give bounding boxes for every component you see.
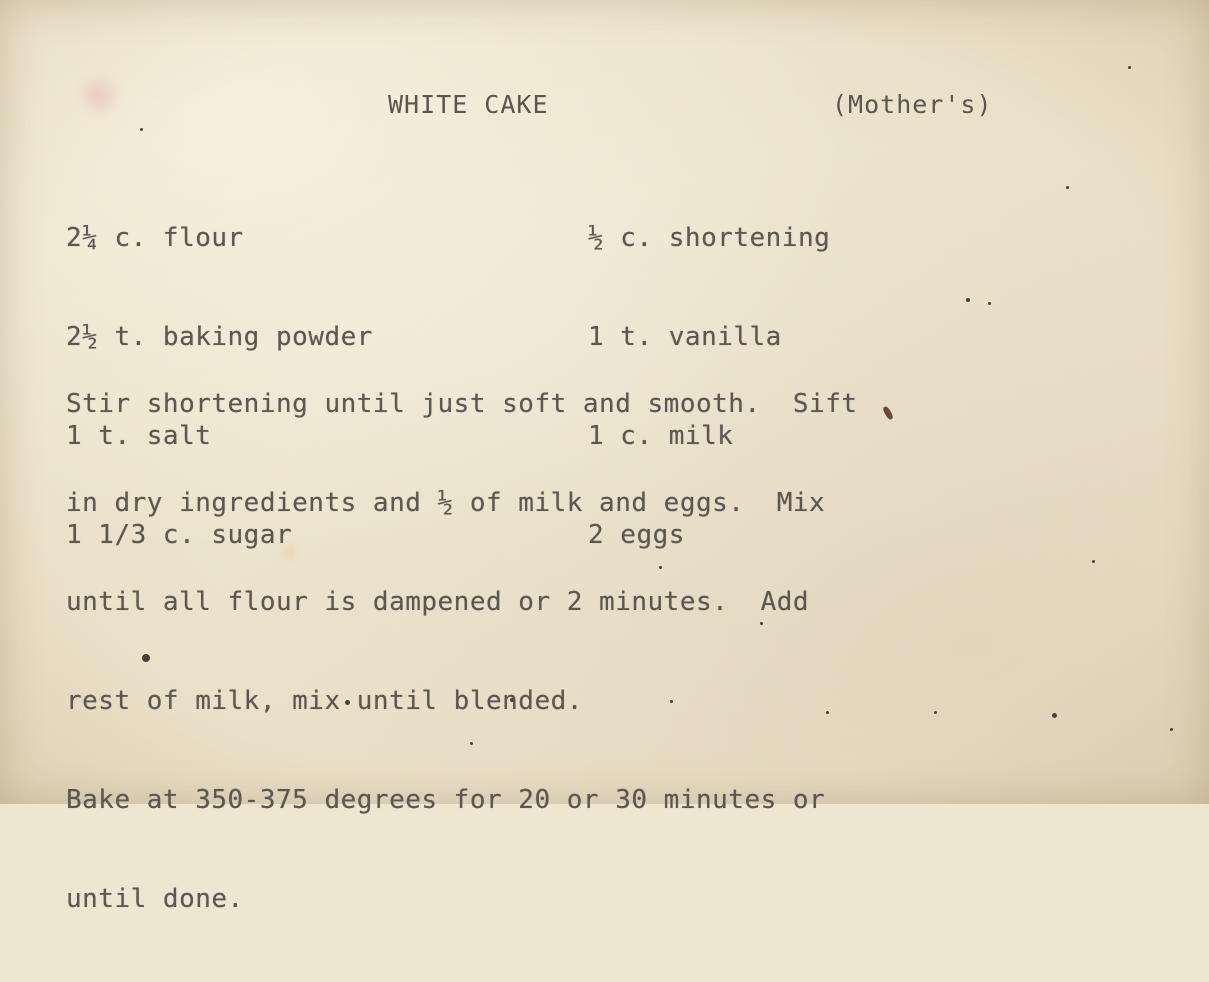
ink-speck bbox=[988, 302, 991, 305]
ingredient-line: 2 eggs bbox=[588, 520, 685, 550]
instruction-line: until all flour is dampened or 2 minutes. Add bbox=[66, 587, 810, 617]
instruction-line: until done. bbox=[66, 884, 244, 914]
pink-smudge bbox=[84, 80, 114, 110]
instruction-line: Stir shortening until just soft and smooth. Sift bbox=[66, 389, 858, 419]
ingredient-line: 1 c. milk bbox=[588, 421, 734, 451]
ink-speck bbox=[1128, 66, 1131, 69]
ink-speck bbox=[1092, 560, 1095, 563]
ink-speck bbox=[1052, 713, 1057, 718]
ink-speck bbox=[1170, 728, 1173, 731]
ingredient-line: 1 t. salt bbox=[66, 421, 212, 451]
instruction-line: Bake at 350-375 degrees for 20 or 30 minutes or bbox=[66, 785, 826, 815]
ink-speck bbox=[934, 711, 937, 714]
ink-speck bbox=[882, 405, 894, 420]
ingredient-line: 2¼ c. flour bbox=[66, 223, 244, 253]
ingredient-line: 1 t. vanilla bbox=[588, 322, 782, 352]
ink-speck bbox=[1066, 186, 1069, 189]
ink-speck bbox=[966, 298, 970, 302]
ingredient-line: 2½ t. baking powder bbox=[66, 322, 373, 352]
recipe-title: WHITE CAKE bbox=[388, 90, 549, 119]
instruction-line: in dry ingredients and ½ of milk and eggs. Mix bbox=[66, 488, 826, 518]
ink-speck bbox=[140, 128, 143, 131]
recipe-attribution: (Mother's) bbox=[832, 90, 993, 119]
instruction-line: rest of milk, mix until blended. bbox=[66, 686, 583, 716]
ingredient-line: ½ c. shortening bbox=[588, 223, 831, 253]
ingredient-line: 1 1/3 c. sugar bbox=[66, 520, 293, 550]
recipe-instructions bbox=[66, 322, 858, 982]
